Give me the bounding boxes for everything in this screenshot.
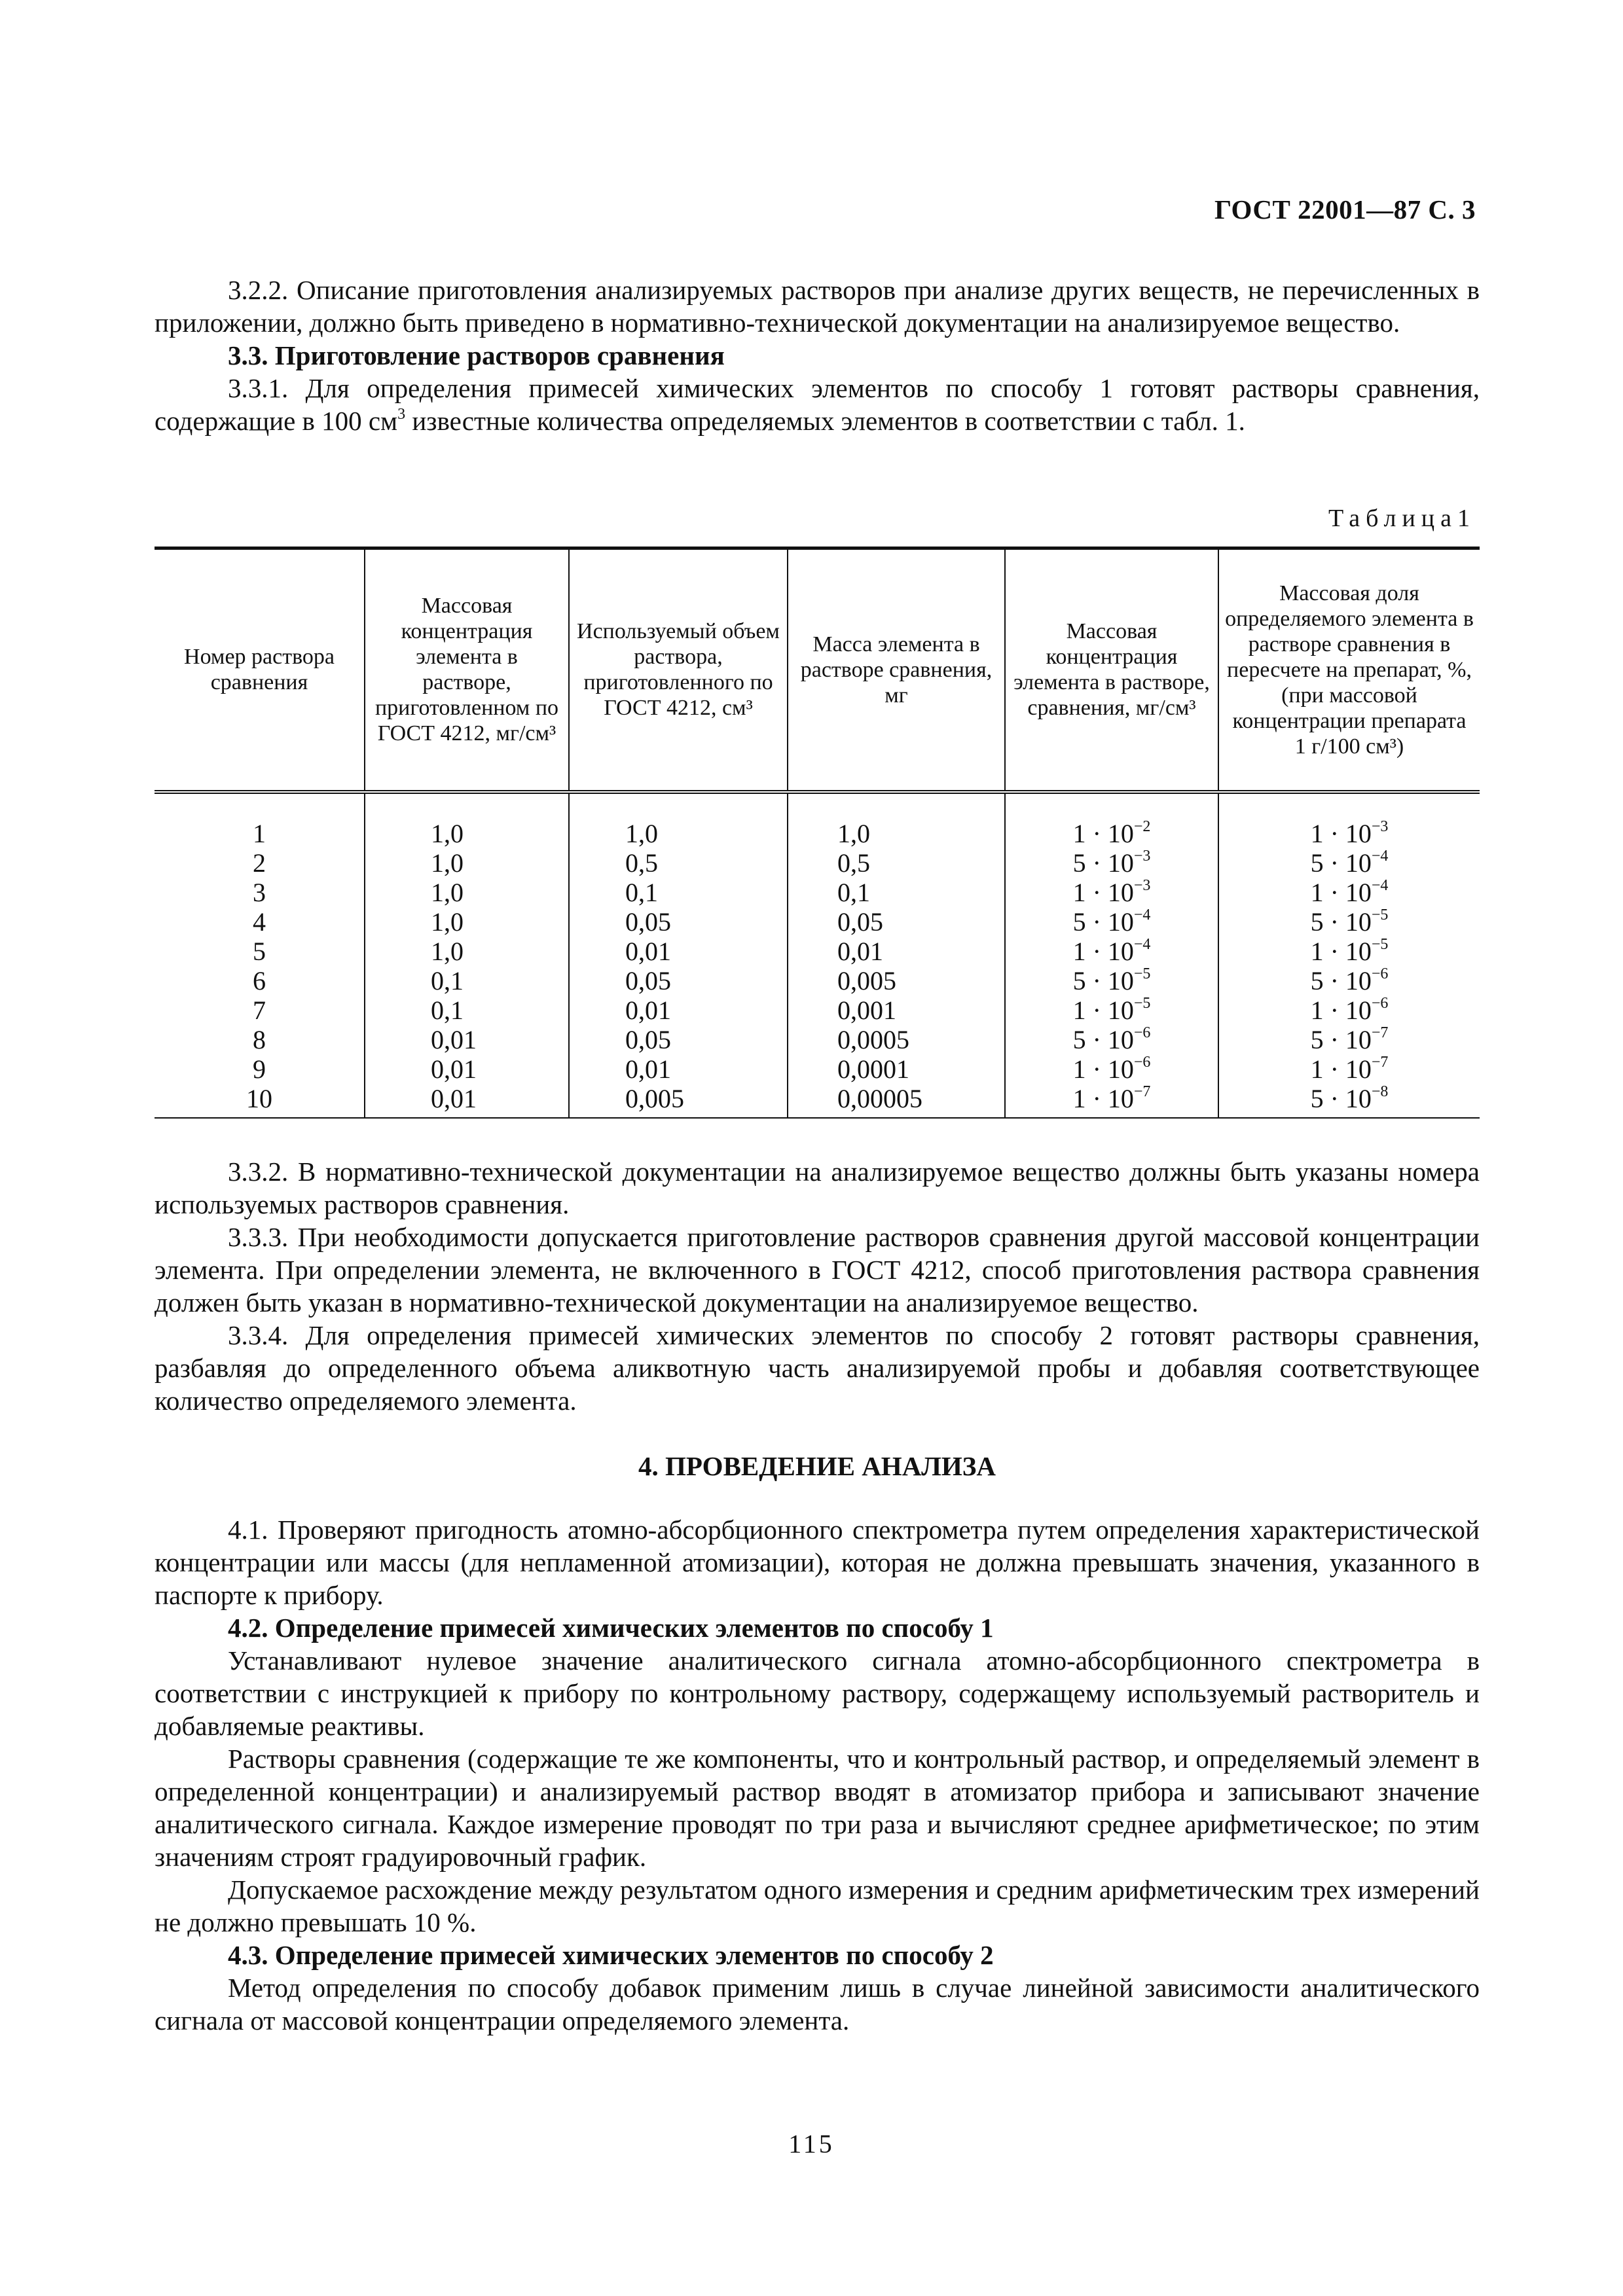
cell-reference-concentration-mantissa: 1 · 10 — [1072, 995, 1134, 1025]
paragraph-3-3-4: 3.3.4. Для определения примесей химических элементов по способу 2 готовят растворы сравнения, разбавляя до определенного объема аликвотную часть анализируемой пробы и добавляя соответствующее количество определяемого элемента. — [155, 1320, 1480, 1416]
paragraph-3-3-1-part-a: 3.3.1. Для определения примесей химических элементов по способу 1 готовят растворы сравнения, содержащие в 100 см — [155, 373, 1480, 436]
heading-4-3: 4.3. Определение примесей химических элементов по способу 2 — [228, 1940, 994, 1970]
cell-volume: 0,05 — [569, 1025, 788, 1054]
cell-reference-concentration-mantissa: 5 · 10 — [1072, 1024, 1134, 1054]
cell-number: 10 — [155, 1084, 365, 1118]
cell-mass: 0,05 — [788, 907, 1005, 937]
paragraph-4-1: 4.1. Проверяют пригодность атомно-абсорбционного спектрометра путем определения характеристической концентрации или массы (для непламенной атомизации), которая не должна превышать значения, указанного в паспорте к прибору. — [155, 1515, 1480, 1610]
cell-volume: 0,01 — [569, 996, 788, 1025]
cell-concentration: 1,0 — [365, 848, 569, 878]
cell-mass-fraction — [1218, 792, 1480, 848]
paragraph-4-2-a: Устанавливают нулевое значение аналитического сигнала атомно-абсорбционного спектрометра в соответствии с инструкцией к прибору по контрольному раствору, содержащему используемый растворитель и добавляемые реактивы. — [155, 1645, 1480, 1741]
table-row — [155, 1025, 1480, 1054]
cell-number: 9 — [253, 1054, 266, 1084]
table-row — [155, 937, 1480, 966]
table-row — [155, 1054, 1480, 1084]
cell-reference-concentration-exponent: −3 — [1133, 877, 1151, 895]
text-block-bottom — [155, 1155, 1480, 2037]
paragraph-3-3-1 — [155, 372, 1480, 437]
cell-mass-fraction — [1218, 1084, 1480, 1118]
cell-reference-concentration-exponent: −5 — [1133, 965, 1151, 983]
cell-reference-concentration — [1005, 937, 1218, 966]
cell-number: 6 — [253, 965, 266, 996]
cell-reference-concentration — [1005, 848, 1218, 878]
cell-mass-fraction-mantissa: 1 · 10 — [1310, 1054, 1372, 1084]
cell-volume: 0,01 — [569, 1054, 788, 1084]
heading-3-3: 3.3. Приготовление растворов сравнения — [228, 340, 725, 370]
paragraph-3-3-2: 3.3.2. В нормативно-технической документации на анализируемое вещество должны быть указаны номера используемых растворов сравнения. — [155, 1157, 1480, 1219]
cell-volume: 0,05 — [569, 966, 788, 996]
table-row — [155, 878, 1480, 907]
paragraph-4-2-c: Допускаемое расхождение между результатом одного измерения и средним арифметическим трех измерений не должно превышать 10 %. — [155, 1874, 1480, 1937]
column-header-reference-concentration: Массовая концентрация элемента в растворе, сравнения, мг/см³ — [1005, 548, 1218, 792]
cell-reference-concentration-mantissa: 1 · 10 — [1072, 1054, 1134, 1084]
cell-mass-fraction — [1218, 966, 1480, 996]
cell-mass-fraction-mantissa: 5 · 10 — [1310, 965, 1372, 996]
cell-mass-fraction-exponent: −4 — [1371, 848, 1389, 865]
heading-4-2: 4.2. Определение примесей химических элементов по способу 1 — [228, 1613, 994, 1643]
column-header-volume: Используемый объем раствора, приготовленного по ГОСТ 4212, см³ — [569, 548, 788, 792]
cell-number: 4 — [253, 906, 266, 937]
cell-mass-fraction — [1218, 907, 1480, 937]
cell-volume: 0,05 — [569, 907, 788, 937]
cell-mass-fraction-exponent: −3 — [1371, 818, 1389, 836]
cell-reference-concentration — [1005, 996, 1218, 1025]
cell-volume: 1,0 — [569, 792, 788, 848]
cell-mass: 0,0005 — [788, 1025, 1005, 1054]
cell-reference-concentration-mantissa: 1 · 10 — [1072, 818, 1134, 848]
cell-mass-fraction — [1218, 1054, 1480, 1084]
cell-reference-concentration-exponent: −6 — [1133, 1054, 1151, 1071]
cell-reference-concentration-mantissa: 1 · 10 — [1072, 1083, 1134, 1113]
cell-volume: 0,005 — [569, 1084, 788, 1118]
cell-mass: 0,001 — [788, 996, 1005, 1025]
cell-number: 2 — [253, 848, 266, 878]
section-heading-4: 4. ПРОВЕДЕНИЕ АНАЛИЗА — [638, 1451, 996, 1481]
cell-number: 3 — [253, 877, 266, 907]
cell-concentration: 0,1 — [365, 966, 569, 996]
table-row — [155, 907, 1480, 937]
table-row — [155, 1084, 1480, 1118]
table-1 — [155, 547, 1480, 1119]
cell-mass-fraction-mantissa: 1 · 10 — [1310, 877, 1372, 907]
cell-reference-concentration-exponent: −2 — [1133, 818, 1151, 836]
cell-mass: 1,0 — [788, 792, 1005, 848]
cell-volume: 0,5 — [569, 848, 788, 878]
cell-mass-fraction-exponent: −6 — [1371, 995, 1389, 1013]
paragraph-4-2-b: Растворы сравнения (содержащие те же компоненты, что и контрольный раствор, и определяемый элемент в определенной концентрации) и анализируемый раствор вводят в атомизатор прибора и записывают значение аналитического сигнала. Каждое измерение проводят по три раза и вычисляют среднее арифметическое; по этим значениям строят градуировочный график. — [155, 1744, 1480, 1872]
cell-concentration: 1,0 — [365, 907, 569, 937]
table-caption: Таблица1 — [1328, 505, 1476, 532]
cell-reference-concentration-exponent: −6 — [1133, 1024, 1151, 1042]
cell-mass-fraction — [1218, 937, 1480, 966]
cell-mass-fraction-mantissa: 5 · 10 — [1310, 1024, 1372, 1054]
table-row — [155, 966, 1480, 996]
cell-mass-fraction-mantissa: 5 · 10 — [1310, 848, 1372, 878]
table-row — [155, 792, 1480, 848]
text-block-top — [155, 274, 1480, 437]
column-header-mass: Масса элемента в растворе сравнения, мг — [788, 548, 1005, 792]
cell-mass-fraction-exponent: −8 — [1371, 1083, 1389, 1101]
cell-mass-fraction-mantissa: 5 · 10 — [1310, 906, 1372, 937]
column-header-concentration: Массовая концентрация элемента в растворе, приготовленном по ГОСТ 4212, мг/см³ — [365, 548, 569, 792]
cell-concentration: 1,0 — [365, 937, 569, 966]
cell-mass-fraction-mantissa: 5 · 10 — [1310, 1083, 1372, 1113]
cell-mass-fraction — [1218, 848, 1480, 878]
cell-reference-concentration-mantissa: 5 · 10 — [1072, 965, 1134, 996]
table-row — [155, 848, 1480, 878]
cell-mass-fraction-exponent: −7 — [1371, 1054, 1389, 1071]
cell-mass-fraction-mantissa: 1 · 10 — [1310, 995, 1372, 1025]
cell-concentration: 1,0 — [365, 792, 569, 848]
paragraph-3-3-1-part-b: известные количества определяемых элементов в соответствии с табл. 1. — [405, 406, 1245, 436]
cell-volume: 0,01 — [569, 937, 788, 966]
cell-mass-fraction-exponent: −7 — [1371, 1024, 1389, 1042]
cell-reference-concentration-exponent: −3 — [1133, 848, 1151, 865]
cell-reference-concentration — [1005, 878, 1218, 907]
cell-mass-fraction — [1218, 996, 1480, 1025]
cell-concentration: 1,0 — [365, 878, 569, 907]
cell-mass: 0,005 — [788, 966, 1005, 996]
cell-reference-concentration-exponent: −4 — [1133, 906, 1151, 924]
cell-reference-concentration-mantissa: 5 · 10 — [1072, 906, 1134, 937]
page-number: 115 — [788, 2129, 835, 2159]
cell-mass-fraction-exponent: −5 — [1371, 936, 1389, 954]
cell-number: 1 — [253, 818, 266, 848]
cell-mass-fraction — [1218, 878, 1480, 907]
cell-reference-concentration-exponent: −5 — [1133, 995, 1151, 1013]
cell-mass-fraction — [1218, 1025, 1480, 1054]
paragraph-3-2-2: 3.2.2. Описание приготовления анализируемых растворов при анализе других веществ, не перечисленных в приложении, должно быть приведено в нормативно-технической документации на анализируемое вещество. — [155, 275, 1480, 338]
cell-concentration: 0,01 — [365, 1054, 569, 1084]
cell-number: 7 — [253, 995, 266, 1025]
cell-mass: 0,0001 — [788, 1054, 1005, 1084]
running-header: ГОСТ 22001—87 С. 3 — [1214, 194, 1476, 224]
cell-reference-concentration — [1005, 1084, 1218, 1118]
cell-reference-concentration-mantissa: 5 · 10 — [1072, 848, 1134, 878]
cell-concentration: 0,01 — [365, 1025, 569, 1054]
cell-concentration: 0,1 — [365, 996, 569, 1025]
cell-mass: 0,5 — [788, 848, 1005, 878]
cell-mass: 0,1 — [788, 878, 1005, 907]
cell-mass: 0,01 — [788, 937, 1005, 966]
cell-mass-fraction-exponent: −4 — [1371, 877, 1389, 895]
cell-mass-fraction-mantissa: 1 · 10 — [1310, 936, 1372, 966]
cell-volume: 0,1 — [569, 878, 788, 907]
cell-reference-concentration — [1005, 1054, 1218, 1084]
cell-number: 5 — [253, 936, 266, 966]
cell-mass-fraction-mantissa: 1 · 10 — [1310, 818, 1372, 848]
cell-reference-concentration-mantissa: 1 · 10 — [1072, 936, 1134, 966]
cell-reference-concentration-exponent: −7 — [1133, 1083, 1151, 1101]
cell-mass-fraction-exponent: −5 — [1371, 906, 1389, 924]
column-header-mass-fraction: Массовая доля определяемого элемента в растворе сравнения в пересчете на препарат, %, (при массовой концентрации препарата 1 г/100 см³) — [1218, 548, 1480, 792]
paragraph-4-3: Метод определения по способу добавок применим лишь в случае линейной зависимости аналитического сигнала от массовой концентрации определяемого элемента. — [155, 1973, 1480, 2036]
cell-reference-concentration-exponent: −4 — [1133, 936, 1151, 954]
paragraph-3-3-3: 3.3.3. При необходимости допускается приготовление растворов сравнения другой массовой концентрации элемента. При определении элемента, не включенного в ГОСТ 4212, способ приготовления раствора сравнения должен быть указан в нормативно-технической документации на анализируемое вещество. — [155, 1222, 1480, 1318]
table-body — [155, 792, 1480, 1118]
cell-concentration: 0,01 — [365, 1084, 569, 1118]
cell-reference-concentration — [1005, 1025, 1218, 1054]
cell-reference-concentration — [1005, 907, 1218, 937]
cell-mass: 0,00005 — [788, 1084, 1005, 1118]
column-header-number: Номер раствора сравнения — [155, 548, 365, 792]
cell-reference-concentration — [1005, 792, 1218, 848]
cell-reference-concentration — [1005, 966, 1218, 996]
cell-number: 8 — [253, 1024, 266, 1054]
cell-reference-concentration-mantissa: 1 · 10 — [1072, 877, 1134, 907]
cell-mass-fraction-exponent: −6 — [1371, 965, 1389, 983]
superscript-3: 3 — [397, 406, 406, 423]
table-row — [155, 996, 1480, 1025]
